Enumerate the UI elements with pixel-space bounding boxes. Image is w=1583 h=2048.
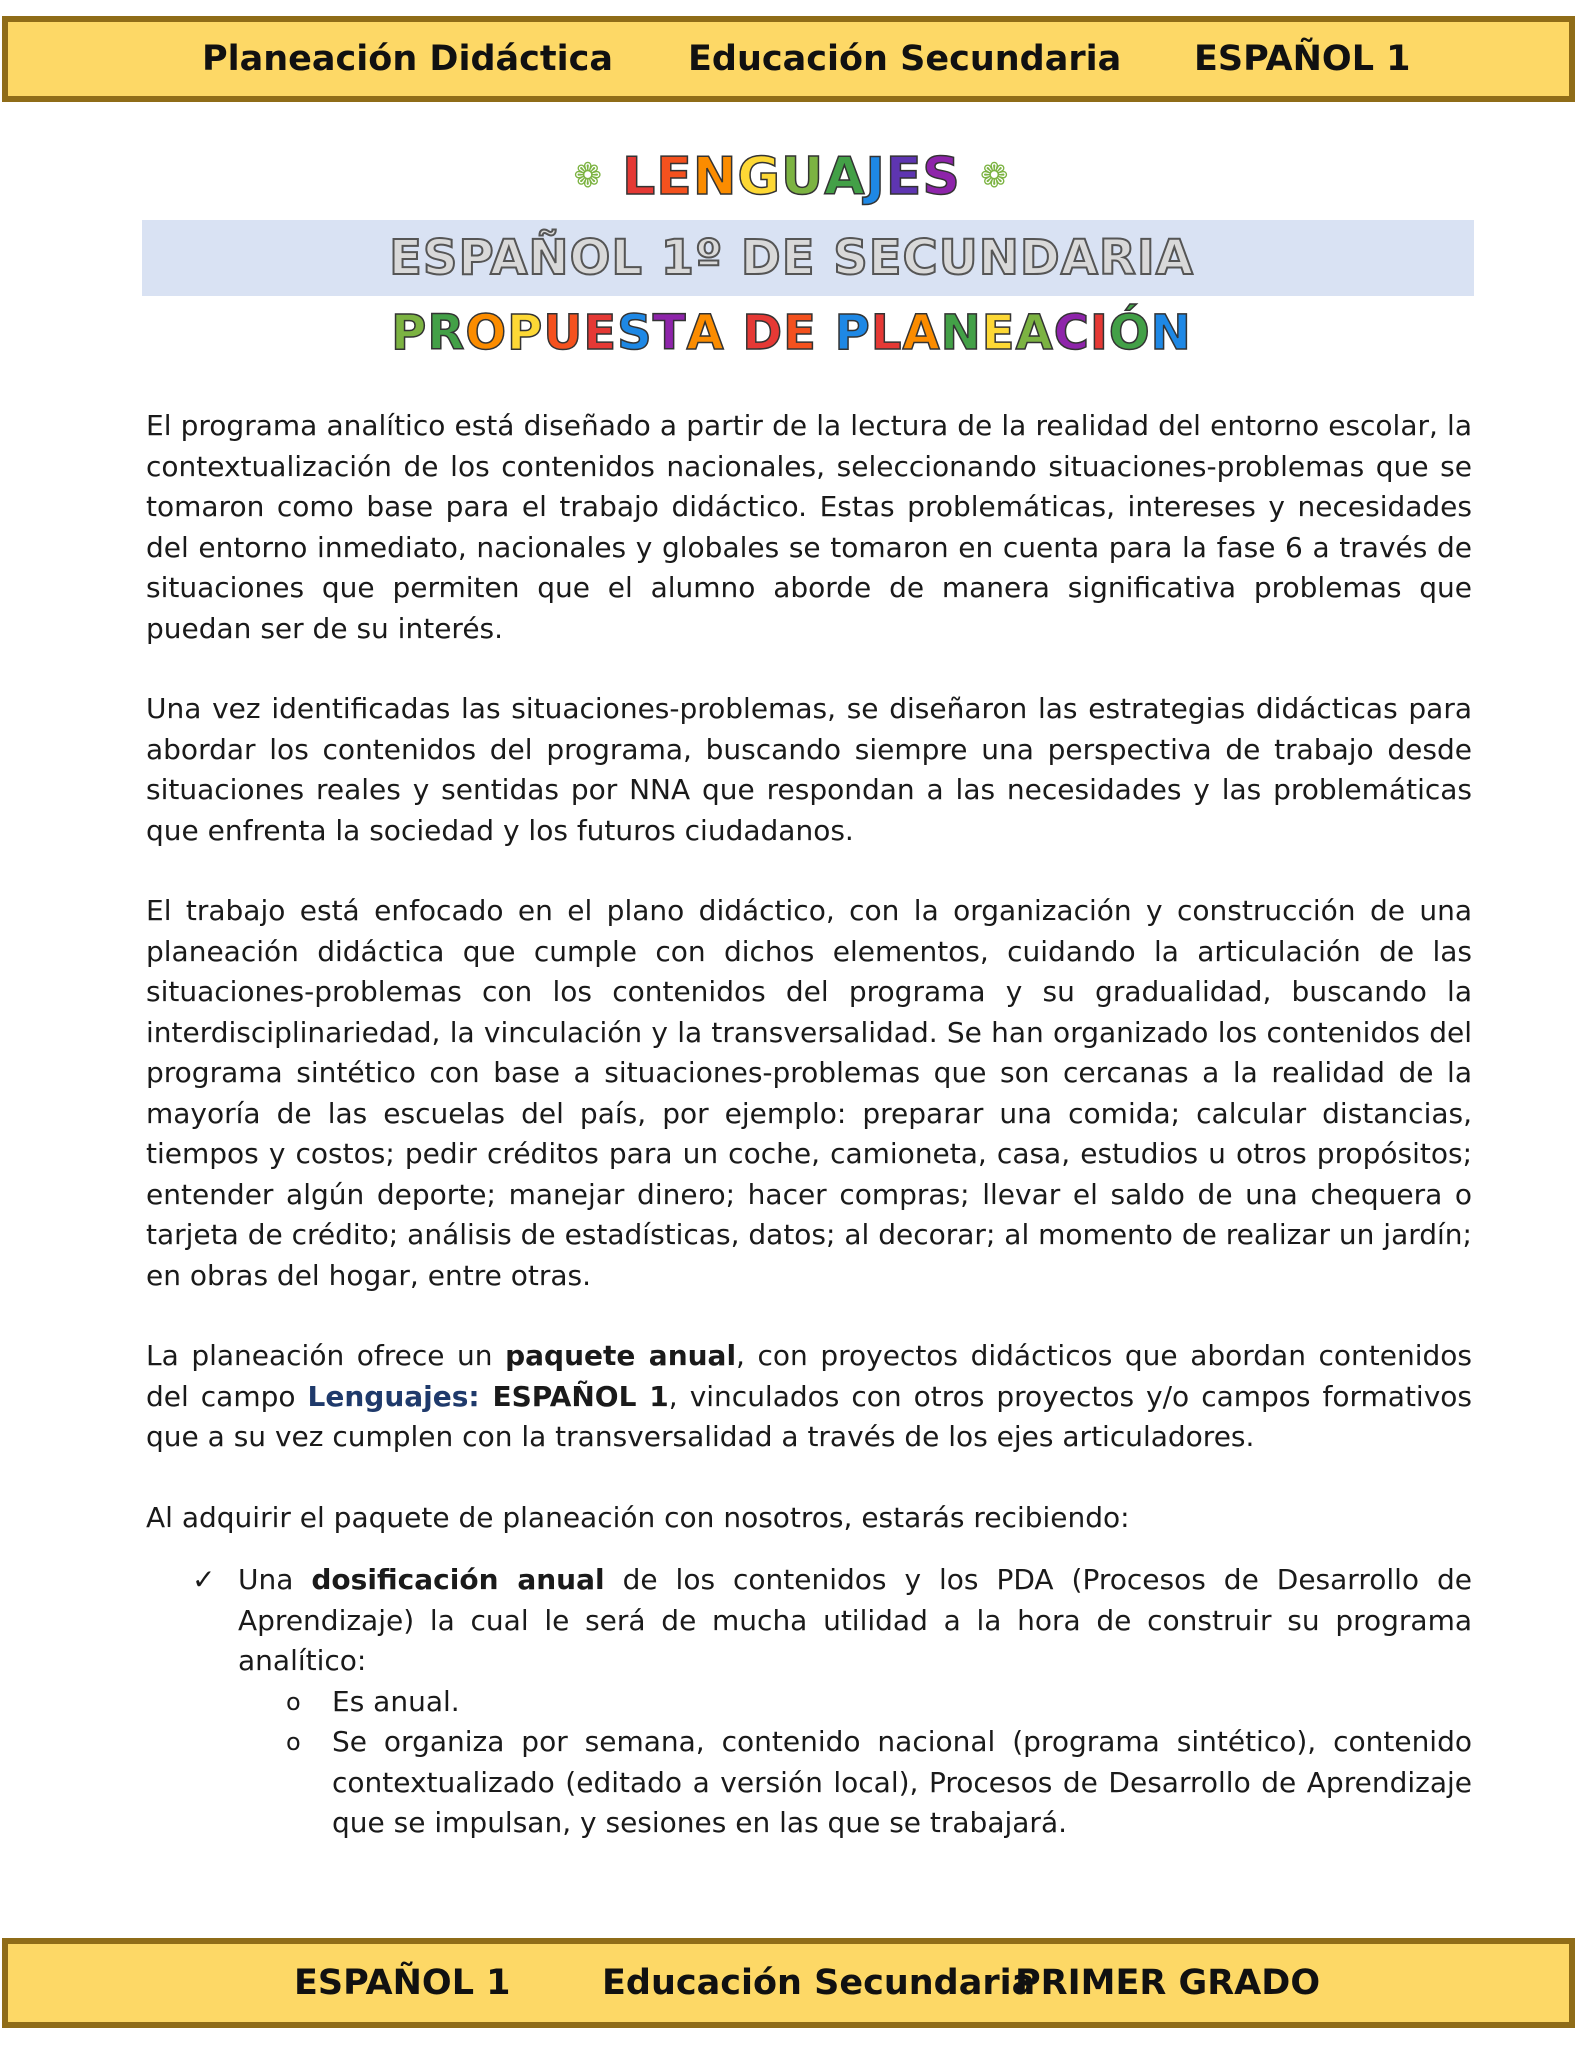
title-letter: E <box>981 305 1016 361</box>
circle-bullet-icon: o <box>286 1728 301 1756</box>
campo-lenguajes: Lenguajes: <box>307 1379 480 1413</box>
title-letter: O <box>465 305 508 361</box>
title-letter: S <box>617 305 653 361</box>
subtitle: ESPAÑOL 1º DE SECUNDARIA <box>389 230 1194 286</box>
title-letter: L <box>870 305 903 361</box>
title-letter: A <box>1015 305 1054 361</box>
title-letter: Ó <box>1108 305 1151 361</box>
title-letter: P <box>507 305 544 361</box>
paragraph-4: La planeación ofrece un paquete anual, con proyectos didácticos que abordan contenidos del campo Lenguajes: ESPAÑOL 1, vinculados con otros proyectos y/o campos formativos que a su vez cumplen con la transversalidad a través de los ejes articuladores. <box>146 1339 1473 1453</box>
title-propuesta <box>0 298 1583 368</box>
checklist <box>146 1560 1472 1844</box>
footer-left-text: ESPAÑOL 1 <box>294 1963 511 2003</box>
paragraph-5: Al adquirir el paquete de planeación con nosotros, estarás recibiendo: <box>146 1500 1130 1534</box>
title-letter: U <box>781 147 825 207</box>
title-letter: E <box>583 305 618 361</box>
list-item: ✓ Una dosificación anual de los contenidos y los PDA (Procesos de Desarrollo de Aprendizaje) la cual le será de mucha utilidad a la hora de construir su programa analítico: o Es anual. o Se organiza por semana, contenido nacional (programa sintético), contenido contextualizado (editado a versión local), Procesos de Desarrollo de Aprendizaje que se impulsan, y sesiones en las que se trabajará. <box>192 1560 1472 1844</box>
title-letter: P <box>834 305 871 361</box>
title-letter: E <box>885 147 923 207</box>
title-letter: T <box>652 305 687 361</box>
paragraph-3: El trabajo está enfocado en el plano didáctico, con la organización y construcción de una planeación didáctica que cumple con dichos elementos, cuidando la articulación de las situaciones-problemas con los contenidos del programa y su gradualidad, buscando la interdisciplinariedad, la vinculación y la transversalidad. Se han organizado los contenidos del programa sintético con base a situaciones-problemas que son cercanas a la realidad de la mayoría de las escuelas del país, por ejemplo: preparar una comida; calcular distancias, tiempos y costos; pedir créditos para un coche, camioneta, casa, estudios u otros propósitos; entender algún deporte; manejar dinero; hacer compras; llevar el saldo de una chequera o tarjeta de crédito; análisis de estadísticas, datos; al decorar; al momento de realizar un jardín; en obras del hogar, entre otras. <box>146 894 1472 1292</box>
flower-decoration-icon: ❁ <box>573 156 604 196</box>
circle-bullet-icon: o <box>286 1687 301 1716</box>
title-letter: A <box>824 147 866 207</box>
sublist <box>238 1682 1472 1844</box>
title-letter: E <box>783 305 817 361</box>
list-item: o Es anual. <box>286 1682 1472 1723</box>
title-letter: I <box>1089 305 1109 361</box>
title-letter: N <box>692 147 738 207</box>
title-letter: N <box>1150 305 1192 361</box>
flower-decoration-icon: ❁ <box>979 156 1010 196</box>
checkmark-icon: ✓ <box>192 1563 216 1596</box>
title-letter: C <box>1053 305 1090 361</box>
footer-right-text: PRIMER GRADO <box>1015 1963 1321 2003</box>
document-body <box>146 406 1472 1844</box>
title-letter: U <box>543 305 584 361</box>
paragraph-1: El programa analítico está diseñado a partir de la lectura de la realidad del entorno escolar, la contextualización de los contenidos nacionales, seleccionando situaciones-problemas que se tomaron como base para el trabajo didáctico. Estas problemáticas, intereses y necesidades del entorno inmediato, nacionales y globales se tomaron en cuenta para la fase 6 a través de situaciones que permiten que el alumno aborde de manera significativa problemas que puedan ser de su interés. <box>146 409 1472 645</box>
title-letter: S <box>922 147 961 207</box>
footer-bar <box>2 1938 1575 2028</box>
header-center-text: Educación Secundaria <box>688 39 1122 79</box>
header-right-text: ESPAÑOL 1 <box>1194 39 1411 79</box>
title-letter: A <box>902 305 941 361</box>
list-item: o Se organiza por semana, contenido nacional (programa sintético), contenido contextualizado (editado a versión local), Procesos de Desarrollo de Aprendizaje que se impulsan, y sesiones en las que se trabajará. <box>286 1722 1472 1844</box>
paragraph-2: Una vez identificadas las situaciones-problemas, se diseñaron las estrategias didácticas para abordar los contenidos del programa, buscando siempre una perspectiva de trabajo desde situaciones reales y sentidas por NNA que respondan a las necesidades y las problemáticas que enfrenta la sociedad y los futuros ciudadanos. <box>146 692 1472 847</box>
title-letter: D <box>742 305 784 361</box>
title-letter: L <box>622 147 657 207</box>
footer-center-text: Educación Secundaria <box>602 1963 1036 2003</box>
header-left-text: Planeación Didáctica <box>202 39 613 79</box>
title-letter: G <box>737 147 782 207</box>
lenguajes-word <box>622 147 961 207</box>
title-lenguajes <box>0 144 1583 210</box>
title-letter: R <box>427 305 466 361</box>
title-letter: A <box>686 305 725 361</box>
title-letter: E <box>656 147 693 207</box>
title-letter: P <box>391 305 428 361</box>
title-letter: N <box>940 305 982 361</box>
header-bar <box>2 16 1575 102</box>
title-letter: J <box>865 147 886 207</box>
